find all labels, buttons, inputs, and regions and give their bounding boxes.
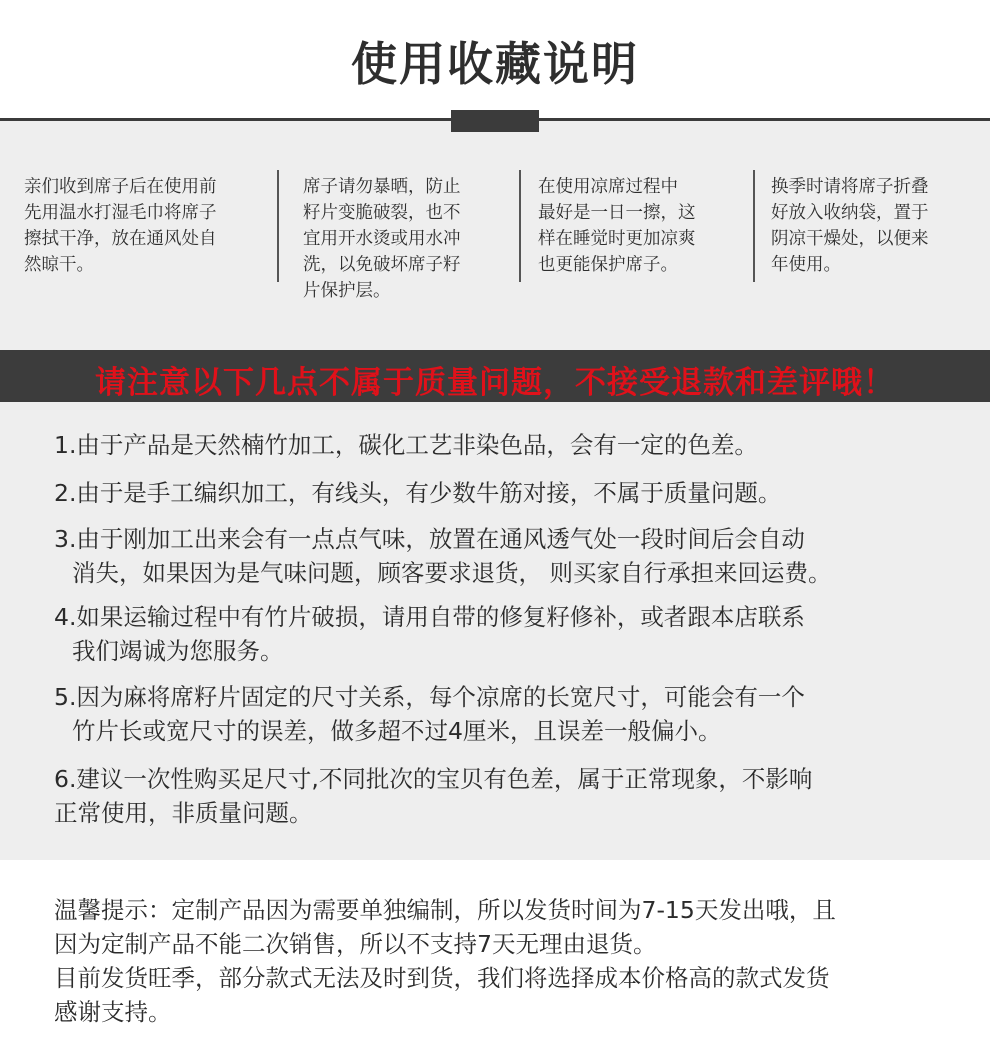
tip-divider xyxy=(277,170,279,282)
tip-line: 好放入收纳袋，置于 xyxy=(771,203,929,223)
warm-reminder xyxy=(54,893,974,1029)
note-item xyxy=(54,522,831,590)
tip-line: 亲们收到席子后在使用前 xyxy=(24,177,217,197)
tip-line: 籽片变脆破裂，也不 xyxy=(303,203,461,223)
note-line: 1.由于产品是天然楠竹加工，碳化工艺非染色品，会有一定的色差。 xyxy=(54,431,758,459)
note-item xyxy=(54,600,805,668)
reminder-line: 因为定制产品不能二次销售，所以不支持7天无理由退货。 xyxy=(54,930,657,958)
tip-line: 洗，以免破坏席子籽 xyxy=(303,255,461,275)
page-title: 使用收藏说明 xyxy=(351,37,639,91)
tip-column-3 xyxy=(538,174,696,278)
tip-line: 最好是一日一擦，这 xyxy=(538,203,696,223)
tip-line: 换季时请将席子折叠 xyxy=(771,177,929,197)
tip-divider xyxy=(753,170,755,282)
note-line: 5.因为麻将席籽片固定的尺寸关系，每个凉席的长宽尺寸，可能会有一个 xyxy=(54,683,805,711)
tip-line: 席子请勿暴晒，防止 xyxy=(303,177,461,197)
tip-column-1 xyxy=(24,174,217,278)
note-line: 正常使用，非质量问题。 xyxy=(54,799,313,827)
tip-column-2 xyxy=(303,174,461,304)
note-item xyxy=(54,476,781,510)
tip-line: 片保护层。 xyxy=(303,281,391,301)
note-line: 4.如果运输过程中有竹片破损，请用自带的修复籽修补，或者跟本店联系 xyxy=(54,603,805,631)
reminder-line: 感谢支持。 xyxy=(54,998,172,1026)
note-item xyxy=(54,428,758,462)
tip-divider xyxy=(519,170,521,282)
tip-line: 样在睡觉时更加凉爽 xyxy=(538,229,696,249)
note-line: 我们竭诚为您服务。 xyxy=(72,637,284,665)
warning-text: 请注意以下几点不属于质量问题，不接受退款和差评哦！ xyxy=(95,365,895,401)
note-line: 2.由于是手工编织加工，有线头，有少数牛筋对接，不属于质量问题。 xyxy=(54,479,782,507)
tip-column-4 xyxy=(771,174,929,278)
note-line: 消失，如果因为是气味问题，顾客要求退货， 则买家自行承担来回运费。 xyxy=(72,559,832,587)
reminder-line: 温馨提示：定制产品因为需要单独编制，所以发货时间为7-15天发出哦，且 xyxy=(54,896,836,924)
header-tab-marker xyxy=(451,110,539,132)
tip-line: 然晾干。 xyxy=(24,255,94,275)
note-line: 竹片长或宽尺寸的误差，做多超不过4厘米，且误差一般偏小。 xyxy=(72,717,722,745)
note-line: 3.由于刚加工出来会有一点点气味，放置在通风透气处一段时间后会自动 xyxy=(54,525,805,553)
reminder-line: 目前发货旺季，部分款式无法及时到货，我们将选择成本价格高的款式发货 xyxy=(54,964,830,992)
header xyxy=(0,0,990,118)
note-item xyxy=(54,762,812,830)
tip-line: 宜用开水烫或用水冲 xyxy=(303,229,461,249)
tip-line: 先用温水打湿毛巾将席子 xyxy=(24,203,217,223)
tip-line: 也更能保护席子。 xyxy=(538,255,678,275)
note-item xyxy=(54,680,805,748)
note-line: 6.建议一次性购买足尺寸,不同批次的宝贝有色差，属于正常现象，不影响 xyxy=(54,765,813,793)
tip-line: 擦拭干净，放在通风处自 xyxy=(24,229,217,249)
warning-banner xyxy=(0,350,990,402)
tip-line: 年使用。 xyxy=(771,255,841,275)
tip-line: 阴凉干燥处，以便来 xyxy=(771,229,929,249)
tip-line: 在使用凉席过程中 xyxy=(538,177,678,197)
